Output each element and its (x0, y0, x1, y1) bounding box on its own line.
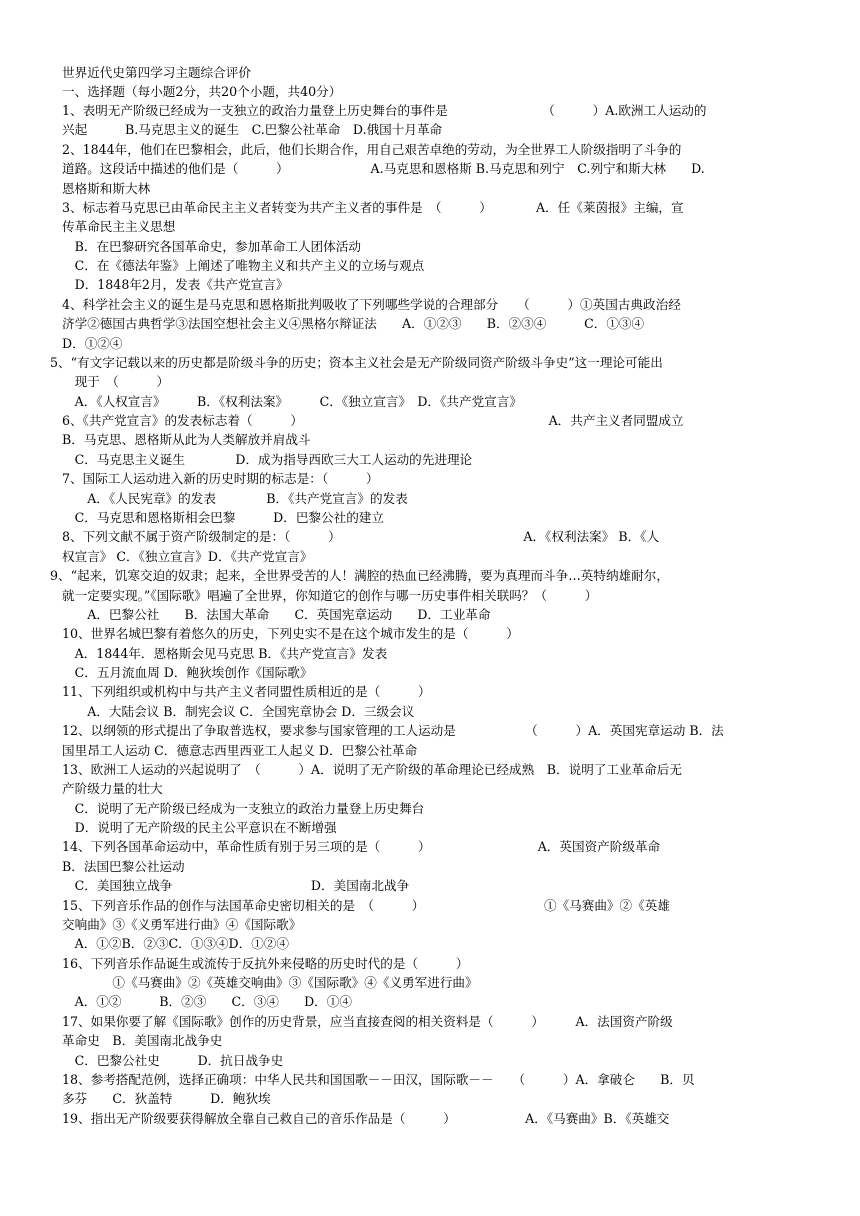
text-line: A．①② B．②③ C．③④ D．①④ (62, 994, 352, 1010)
text-line: 现于 （ ） (62, 374, 170, 390)
text-line: 多芬 C．狄盖特 D．鲍狄埃 (62, 1091, 271, 1107)
text-line: C．巴黎公社史 D．抗日战争史 (62, 1052, 284, 1068)
text-line: 7、国际工人运动进入新的历史时期的标志是：（ ） (62, 471, 379, 487)
text-line: A．大陆会议 B．制宪会议 C．全国宪章协会 D．三级会议 (62, 703, 415, 719)
text-line: 4、科学社会主义的诞生是马克思和恩格斯批判吸收了下列哪些学说的合理部分 （ ）①英国古典政治经 (62, 296, 681, 312)
text-line: 国里昂工人运动 C．德意志西里西亚工人起义 D．巴黎公社革命 (62, 742, 418, 758)
text-line: 14、下列各国革命运动中，革命性质有别于另三项的是（ ） A．英国资产阶级革命 (62, 839, 661, 855)
text-line: A．《人权宣言》 B．《权利法案》 C．《独立宣言》 D．《共产党宣言》 (62, 393, 522, 409)
text-line: A．①②B．②③C．①③④D．①②④ (62, 936, 289, 952)
text-line: 17、如果你要了解《国际歌》创作的历史背景，应当直接查阅的相关资料是（ ） A．法国资产阶级 (62, 1013, 673, 1029)
text-line: 兴起 B.马克思主义的诞生 C.巴黎公社革命 D.俄国十月革命 (62, 122, 443, 138)
text-line: B．在巴黎研究各国革命史，参加革命工人团体活动 (62, 238, 361, 254)
text-line: C．马克思主义诞生 D．成为指导西欧三大工人运动的先进理论 (62, 451, 473, 467)
text-line: 1、表明无产阶级已经成为一支独立的政治力量登上历史舞台的事件是 （ ）A.欧洲工人运动的 (62, 103, 707, 118)
text-line: 11、下列组织或机构中与共产主义者同盟性质相近的是（ ） (62, 684, 431, 700)
text-line: 9、“起来，饥寒交迫的奴隶；起来，全世界受苦的人！满腔的热血已经沸腾，要为真理而斗争…英特纳雄耐尔， (50, 568, 669, 584)
text-line: B．法国巴黎公社运动 (62, 858, 185, 874)
text-line: 16、下列音乐作品诞生或流传于反抗外来侵略的历史时代的是（ ） (62, 955, 469, 971)
text-line: 革命史 B．美国南北战争史 (62, 1033, 223, 1049)
text-line: 5、“有文字记载以来的历史都是阶级斗争的历史；资本主义社会是无产阶级同资产阶级斗争史”这一理论可能出 (50, 354, 663, 370)
text-line: D．①②④ (62, 335, 123, 351)
document-title: 世界近代史第四学习主题综合评价 (62, 65, 251, 80)
text-line: A．1844年．恩格斯会见马克思 B．《共产党宣言》发表 (62, 645, 388, 661)
text-line: C．马克思和恩格斯相会巴黎 D．巴黎公社的建立 (62, 509, 384, 525)
text-line: 12、以纲领的形式提出了争取普选权，要求参与国家管理的工人运动是 （ ）A．英国宪章运动 B．法 (62, 723, 724, 739)
text-line: 交响曲》③《义勇军进行曲》④《国际歌》 (62, 916, 302, 932)
text-line: 15、下列音乐作品的创作与法国革命史密切相关的是 （ ） ①《马赛曲》②《英雄 (62, 897, 670, 913)
section-heading: 一、选择题（每小题2分，共20个小题，共40分） (62, 84, 342, 99)
text-line: A．巴黎公社 B．法国大革命 C．英国宪章运动 D．工业革命 (62, 606, 491, 622)
text-line: 18、参考搭配范例，选择正确项：中华人民共和国国歌－－田汉，国际歌－－ （ ）A．拿破仑 B．贝 (62, 1072, 695, 1087)
text-line: A．《人民宪章》的发表 B．《共产党宣言》的发表 (62, 490, 408, 506)
text-line: 权宣言》 C．《独立宣言》D．《共产党宣言》 (62, 548, 313, 564)
text-line: 产阶级力量的壮大 (62, 781, 163, 797)
text-line: 3、标志着马克思已由革命民主主义者转变为共产主义者的事件是 （ ） A．任《莱茵报》主编，宣 (62, 199, 684, 215)
text-line: B．马克思、恩格斯从此为人类解放并肩战斗 (62, 432, 311, 448)
text-line: 传革命民主主义思想 (62, 219, 176, 235)
text-line: 8、下列文献不属于资产阶级制定的是：（ ） A．《权利法案》 B．《人 (62, 529, 660, 545)
text-line: C．说明了无产阶级已经成为一支独立的政治力量登上历史舞台 (62, 800, 425, 816)
text-line: C．在《德法年鉴》上阐述了唯物主义和共产主义的立场与观点 (62, 258, 425, 274)
text-line: 就一定要实现。”《国际歌》唱遍了全世界，你知道它的创作与哪一历史事件相关联吗？（ ） (62, 587, 598, 603)
text-line: 6、《共产党宣言》的发表标志着（ ） A．共产主义者同盟成立 (62, 413, 684, 429)
text-line: 道路。这段话中描述的他们是（ ） A.马克思和恩格斯 B.马克思和列宁 C.列宁和斯大林 D. (62, 161, 705, 177)
text-line: 13、欧洲工人运动的兴起说明了 （ ）A．说明了无产阶级的革命理论已经成熟 B．说明了工业革命后无 (62, 761, 682, 777)
text-line: 2、1844年，他们在巴黎相会，此后，他们长期合作，用自己艰苦卓绝的劳动，为全世界工人阶级指明了斗争的 (62, 141, 682, 157)
text-line: D．1848年2月，发表《共产党宣言》 (62, 277, 289, 293)
text-line: C．五月流血周 D．鲍狄埃创作《国际歌》 (62, 665, 313, 681)
text-line: 19、指出无产阶级要获得解放全靠自己救自己的音乐作品是（ ） A．《马赛曲》B．《英雄交 (62, 1110, 670, 1126)
text-line: D．说明了无产阶级的民主公平意识在不断增强 (62, 820, 337, 836)
text-line: 济学②德国古典哲学③法国空想社会主义④黑格尔辩证法 A．①②③ B．②③④ C．①③④ (62, 316, 645, 332)
text-line: C．美国独立战争 D．美国南北战争 (62, 878, 410, 894)
text-line: ①《马赛曲》②《英雄交响曲》③《国际歌》④《义勇军进行曲》 (62, 975, 478, 991)
text-line: 10、世界名城巴黎有着悠久的历史，下列史实不是在这个城市发生的是（ ） (62, 626, 519, 642)
text-line: 恩格斯和斯大林 (62, 180, 151, 196)
